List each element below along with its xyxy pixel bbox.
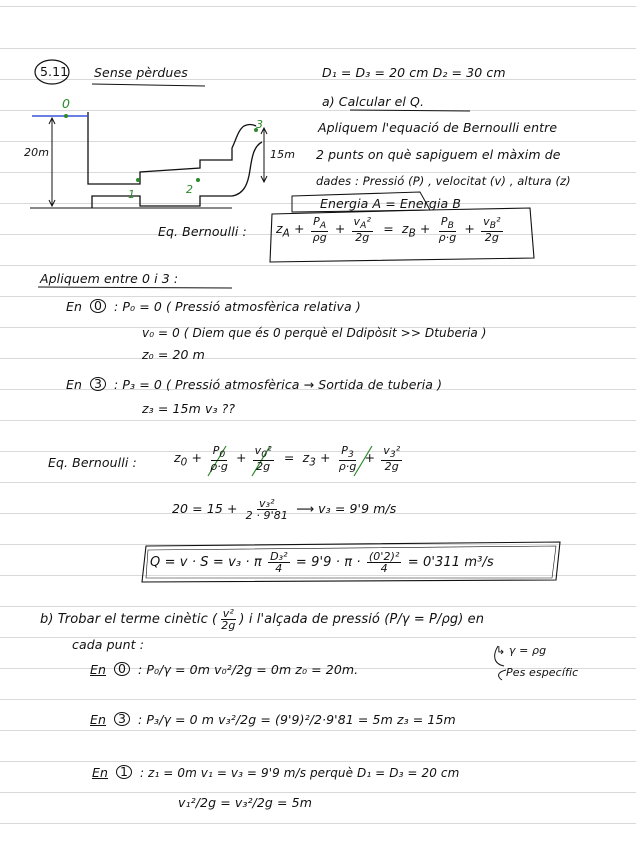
- at3-prefix: En: [66, 377, 83, 392]
- b-at0-values: : P₀/γ = 0m v₀²/2g = 0m z₀ = 20m.: [138, 662, 359, 677]
- flow-rate-result: Q = v · S = v₃ · π $\frac{\text{D₃²}}{4}$ = 9'9 · π · $\frac{\text{(0'2)²}}{4}$ = 0'311 m³/s: [150, 550, 494, 575]
- at0-velocity: v₀ = 0 ( Diem que és 0 perquè el Ddipòsit >> Dtuberia ): [142, 326, 487, 340]
- apply-title: Apliquem entre 0 i 3 :: [40, 271, 179, 286]
- intro-line-3: dades : Pressió (P) , velocitat (v) , altura (z): [316, 174, 571, 188]
- at0-height: z₀ = 20 m: [142, 347, 205, 362]
- bernoulli-applied: $z_0$ + $\frac{P_0}{\rho\cdot g}$ + $\frac{v_0^2}{2g}$ = $z_3$ + $\frac{P_3}{\rho\cdot g}$ + $\frac{v_3^2}{2g}$: [174, 444, 401, 474]
- diagram-height-left: 20m: [24, 146, 50, 159]
- title-underline: [92, 84, 205, 86]
- at0-pressure: : P₀ = 0 ( Pressió atmosfèrica relativa ): [114, 299, 361, 314]
- point-0-marker: [64, 114, 68, 118]
- part-b-line-2: cada punt :: [72, 637, 145, 652]
- diagram-point-1: 1: [128, 188, 136, 201]
- section-title: Sense pèrdues: [94, 65, 188, 80]
- b-at3-circle: 3: [114, 712, 130, 726]
- diagram-point-2: 2: [186, 183, 194, 196]
- diagram-height-right: 15m: [270, 148, 296, 161]
- given-diameters: D₁ = D₃ = 20 cm D₂ = 30 cm: [322, 65, 506, 80]
- b-at0-prefix: En: [90, 662, 107, 677]
- at3-circle: 3: [90, 377, 106, 391]
- b-at1-prefix: En: [92, 765, 109, 780]
- problem-number: 5.11: [40, 64, 69, 79]
- specific-weight-note: Pes específic: [506, 666, 579, 679]
- velocity-calc: 20 = 15 + $\frac{\text{v₃²}}{2 \cdot 9'81}$ ⟶ v₃ = 9'9 m/s: [172, 497, 397, 522]
- point-1-marker: [136, 178, 140, 182]
- bernoulli-label: Eq. Bernoulli :: [158, 224, 247, 239]
- point-2-marker: [196, 178, 200, 182]
- intro-line-1: Apliquem l'equació de Bernoulli entre: [318, 120, 558, 135]
- part-a-heading: a) Calcular el Q.: [322, 94, 425, 109]
- b-at0-circle: 0: [114, 662, 130, 676]
- bernoulli-equation: $z_A$ + $\frac{P_A}{\rho g}$ + $\frac{v_A^2}{2g}$ = $z_B$ + $\frac{P_B}{\rho\cdot g}$ + $\frac{v_B^2}{2g}$: [276, 215, 501, 245]
- at3-height: z₃ = 15m v₃ ??: [142, 401, 236, 416]
- pipe-top-outline: [88, 112, 256, 184]
- part-b-line-1: b) Trobar el terme cinètic ( $\frac{\text{v²}}{2g}$ ) i l'alçada de pressió (P/γ = P/ρg) en: [40, 607, 485, 632]
- b-at1-kinetic: v₁²/2g = v₃²/2g = 5m: [178, 795, 313, 810]
- intro-line-2: 2 punts on què sapiguem el màxim de: [316, 147, 561, 162]
- b-at3-prefix: En: [90, 712, 107, 727]
- b-at1-circle: 1: [116, 765, 132, 779]
- b-at1-values: : z₁ = 0m v₁ = v₃ = 9'9 m/s perquè D₁ = D₃ = 20 cm: [140, 766, 460, 780]
- pipe-bottom-outline: [92, 142, 262, 208]
- diagram-point-0: 0: [62, 96, 71, 111]
- at3-pressure: : P₃ = 0 ( Pressió atmosfèrica → Sortida de tuberia ): [114, 377, 443, 392]
- bernoulli-label-2: Eq. Bernoulli :: [48, 455, 137, 470]
- energy-equality: Energia A = Energia B: [320, 196, 462, 211]
- at0-circle: 0: [90, 299, 106, 313]
- diagram-point-3: 3: [256, 118, 264, 131]
- b-at3-values: : P₃/γ = 0 m v₃²/2g = (9'9)²/2·9'81 = 5m z₃ = 15m: [138, 712, 456, 727]
- gamma-note: ↳ γ = ρg: [496, 644, 547, 657]
- at0-prefix: En: [66, 299, 83, 314]
